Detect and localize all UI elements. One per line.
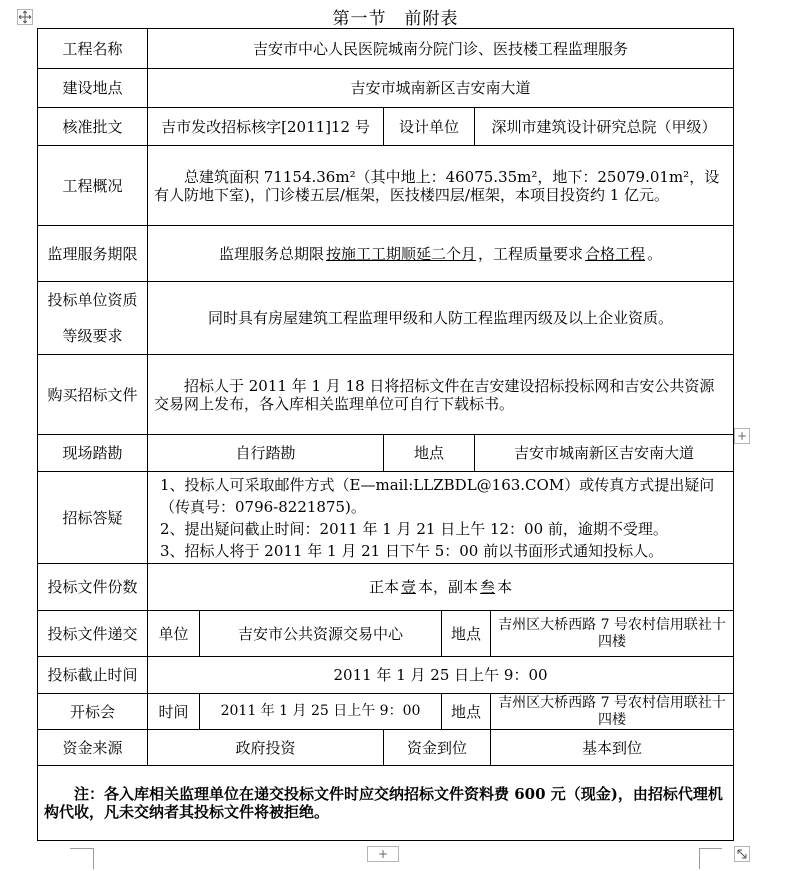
row-opening — [38, 694, 734, 730]
opening-place-label: 地点 — [442, 694, 491, 730]
add-column-button[interactable] — [734, 428, 750, 444]
row-delivery — [38, 611, 734, 657]
row-qa — [38, 472, 734, 564]
original-count: 壹 — [401, 578, 417, 596]
delivery-unit-label: 单位 — [148, 611, 200, 657]
table-resize-handle[interactable] — [734, 846, 750, 862]
design-unit-value: 深圳市建筑设计研究总院（甲级） — [475, 108, 734, 146]
row-service-period — [38, 226, 734, 282]
funds-arrival-label: 资金到位 — [384, 730, 491, 766]
site-visit-label: 现场踏勘 — [38, 435, 148, 472]
row-note — [38, 766, 734, 841]
delivery-unit-value: 吉安市公共资源交易中心 — [200, 611, 442, 657]
quality-requirement: 合格工程 — [585, 244, 646, 263]
opening-time-value: 2011 年 1 月 25 日上午 9：00 — [200, 694, 442, 730]
plus-icon: + — [736, 429, 748, 443]
period-middle: ，工程质量要求 — [478, 244, 584, 263]
location-label: 建设地点 — [38, 69, 148, 108]
location-value: 吉安市城南新区吉安南大道 — [148, 69, 734, 108]
funds-value: 政府投资 — [148, 730, 384, 766]
qualification-label-line2: 等级要求 — [62, 327, 123, 345]
purchase-text: 招标人于 2011 年 1 月 18 日将招标文件在吉安建设招标投标网和吉安公共资源交易网上发布，各入库相关监理单位可自行下载标书。 — [148, 355, 734, 435]
period-suffix: 。 — [647, 244, 663, 263]
plus-icon: + — [377, 847, 389, 861]
opening-place-value: 吉州区大桥西路 7 号农村信用联社十四楼 — [491, 694, 734, 730]
overview-text: 总建筑面积 71154.36m²（其中地上：46075.35m²，地下：25079.01m²，设有人防地下室)，门诊楼五层/框架，医技楼四层/框架，本项目投资约 1 亿元。 — [148, 146, 734, 226]
qa-line-1: 1、投标人可采取邮件方式（E—mail:LLZBDL@163.COM）或传真方式提出疑问（传真号：0796-8221875)。 — [160, 475, 715, 516]
site-visit-place-label: 地点 — [384, 435, 475, 472]
delivery-place-label: 地点 — [442, 611, 491, 657]
row-purchase — [38, 355, 734, 435]
copies-value — [148, 564, 734, 611]
funds-arrival-value: 基本到位 — [491, 730, 734, 766]
row-copies — [38, 564, 734, 611]
qualification-label — [38, 282, 148, 355]
approval-value: 吉市发改招标核字[2011]12 号 — [148, 108, 384, 146]
qa-content — [148, 472, 734, 564]
period-value — [148, 226, 734, 282]
row-site-visit — [38, 435, 734, 472]
project-name-value: 吉安市中心人民医院城南分院门诊、医技楼工程监理服务 — [148, 29, 734, 69]
qualification-value: 同时具有房屋建筑工程监理甲级和人防工程监理丙级及以上企业资质。 — [148, 282, 734, 355]
duplicate-count: 叁 — [480, 578, 496, 596]
approval-label: 核准批文 — [38, 108, 148, 146]
qa-line-3: 3、招标人将于 2011 年 1 月 21 日下午 5：00 前以书面形式通知投标人。 — [160, 541, 664, 560]
period-label: 监理服务期限 — [38, 226, 148, 282]
row-funds — [38, 730, 734, 766]
period-term: 按施工工期顺延二个月 — [326, 244, 477, 263]
resize-icon — [735, 847, 749, 861]
row-deadline — [38, 657, 734, 694]
opening-label: 开标会 — [38, 694, 148, 730]
copies-text-3: 本 — [497, 578, 513, 596]
page-corner-mark-right — [699, 848, 722, 869]
project-name-label: 工程名称 — [38, 29, 148, 69]
copies-text-1: 正本 — [369, 578, 400, 596]
delivery-label: 投标文件递交 — [38, 611, 148, 657]
site-visit-place-value: 吉安市城南新区吉安南大道 — [475, 435, 734, 472]
opening-time-label: 时间 — [148, 694, 200, 730]
row-project-name — [38, 29, 734, 69]
qa-label: 招标答疑 — [38, 472, 148, 564]
qualification-label-line1: 投标单位资质 — [47, 291, 138, 309]
front-table — [37, 28, 734, 841]
note-text: 注：各入库相关监理单位在递交投标文件时应交纳招标文件资料费 600 元（现金)，由招标代理机构代收，凡未交纳者其投标文件将被拒绝。 — [38, 766, 734, 841]
page-corner-mark-left — [70, 848, 94, 869]
site-visit-value: 自行踏勘 — [148, 435, 384, 472]
deadline-value: 2011 年 1 月 25 日上午 9：00 — [148, 657, 734, 694]
funds-label: 资金来源 — [38, 730, 148, 766]
row-approval — [38, 108, 734, 146]
copies-text-2: 本，副本 — [418, 578, 479, 596]
overview-label: 工程概况 — [38, 146, 148, 226]
design-unit-label: 设计单位 — [384, 108, 475, 146]
add-row-button[interactable] — [367, 846, 399, 862]
section-title: 第一节 前附表 — [332, 9, 459, 29]
deadline-label: 投标截止时间 — [38, 657, 148, 694]
row-overview — [38, 146, 734, 226]
period-prefix: 监理服务总期限 — [219, 244, 325, 263]
qa-line-2: 2、提出疑问截止时间：2011 年 1 月 21 日上午 12：00 前，逾期不受理。 — [160, 519, 668, 538]
purchase-label: 购买招标文件 — [38, 355, 148, 435]
row-qualification — [38, 282, 734, 355]
row-location — [38, 69, 734, 108]
copies-label: 投标文件份数 — [38, 564, 148, 611]
delivery-place-value: 吉州区大桥西路 7 号农村信用联社十四楼 — [491, 611, 734, 657]
